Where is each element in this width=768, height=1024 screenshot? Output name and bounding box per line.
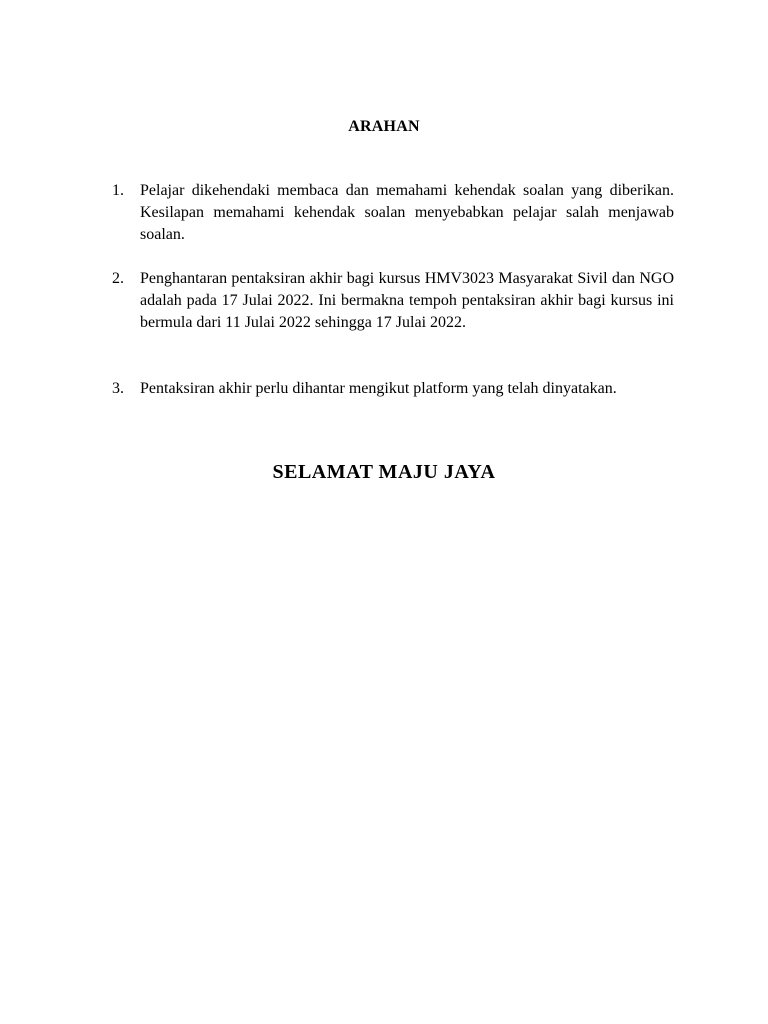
- instruction-item: [112, 378, 674, 400]
- instruction-number: 2.: [112, 270, 124, 287]
- document-heading: ARAHAN: [348, 118, 420, 135]
- instruction-number: 1.: [112, 182, 124, 199]
- instruction-text: Pentaksiran akhir perlu dihantar mengikut platform yang telah dinyatakan.: [140, 380, 617, 397]
- instruction-text: Penghantaran pentaksiran akhir bagi kursus HMV3023 Masyarakat Sivil dan NGO adalah pada 17 Julai 2022. Ini bermakna tempoh pentaksiran akhir bagi kursus ini bermula dari 11 Julai 2022 sehingga 17 Julai 2022.: [140, 270, 674, 331]
- instruction-item: [112, 268, 674, 334]
- instruction-item: [112, 180, 674, 246]
- instruction-number: 3.: [112, 380, 124, 397]
- closing-message: SELAMAT MAJU JAYA: [272, 461, 496, 483]
- instructions-list: [112, 180, 674, 400]
- instruction-text: Pelajar dikehendaki membaca dan memahami kehendak soalan yang diberikan. Kesilapan memahami kehendak soalan menyebabkan pelajar salah menjawab soalan.: [140, 182, 674, 243]
